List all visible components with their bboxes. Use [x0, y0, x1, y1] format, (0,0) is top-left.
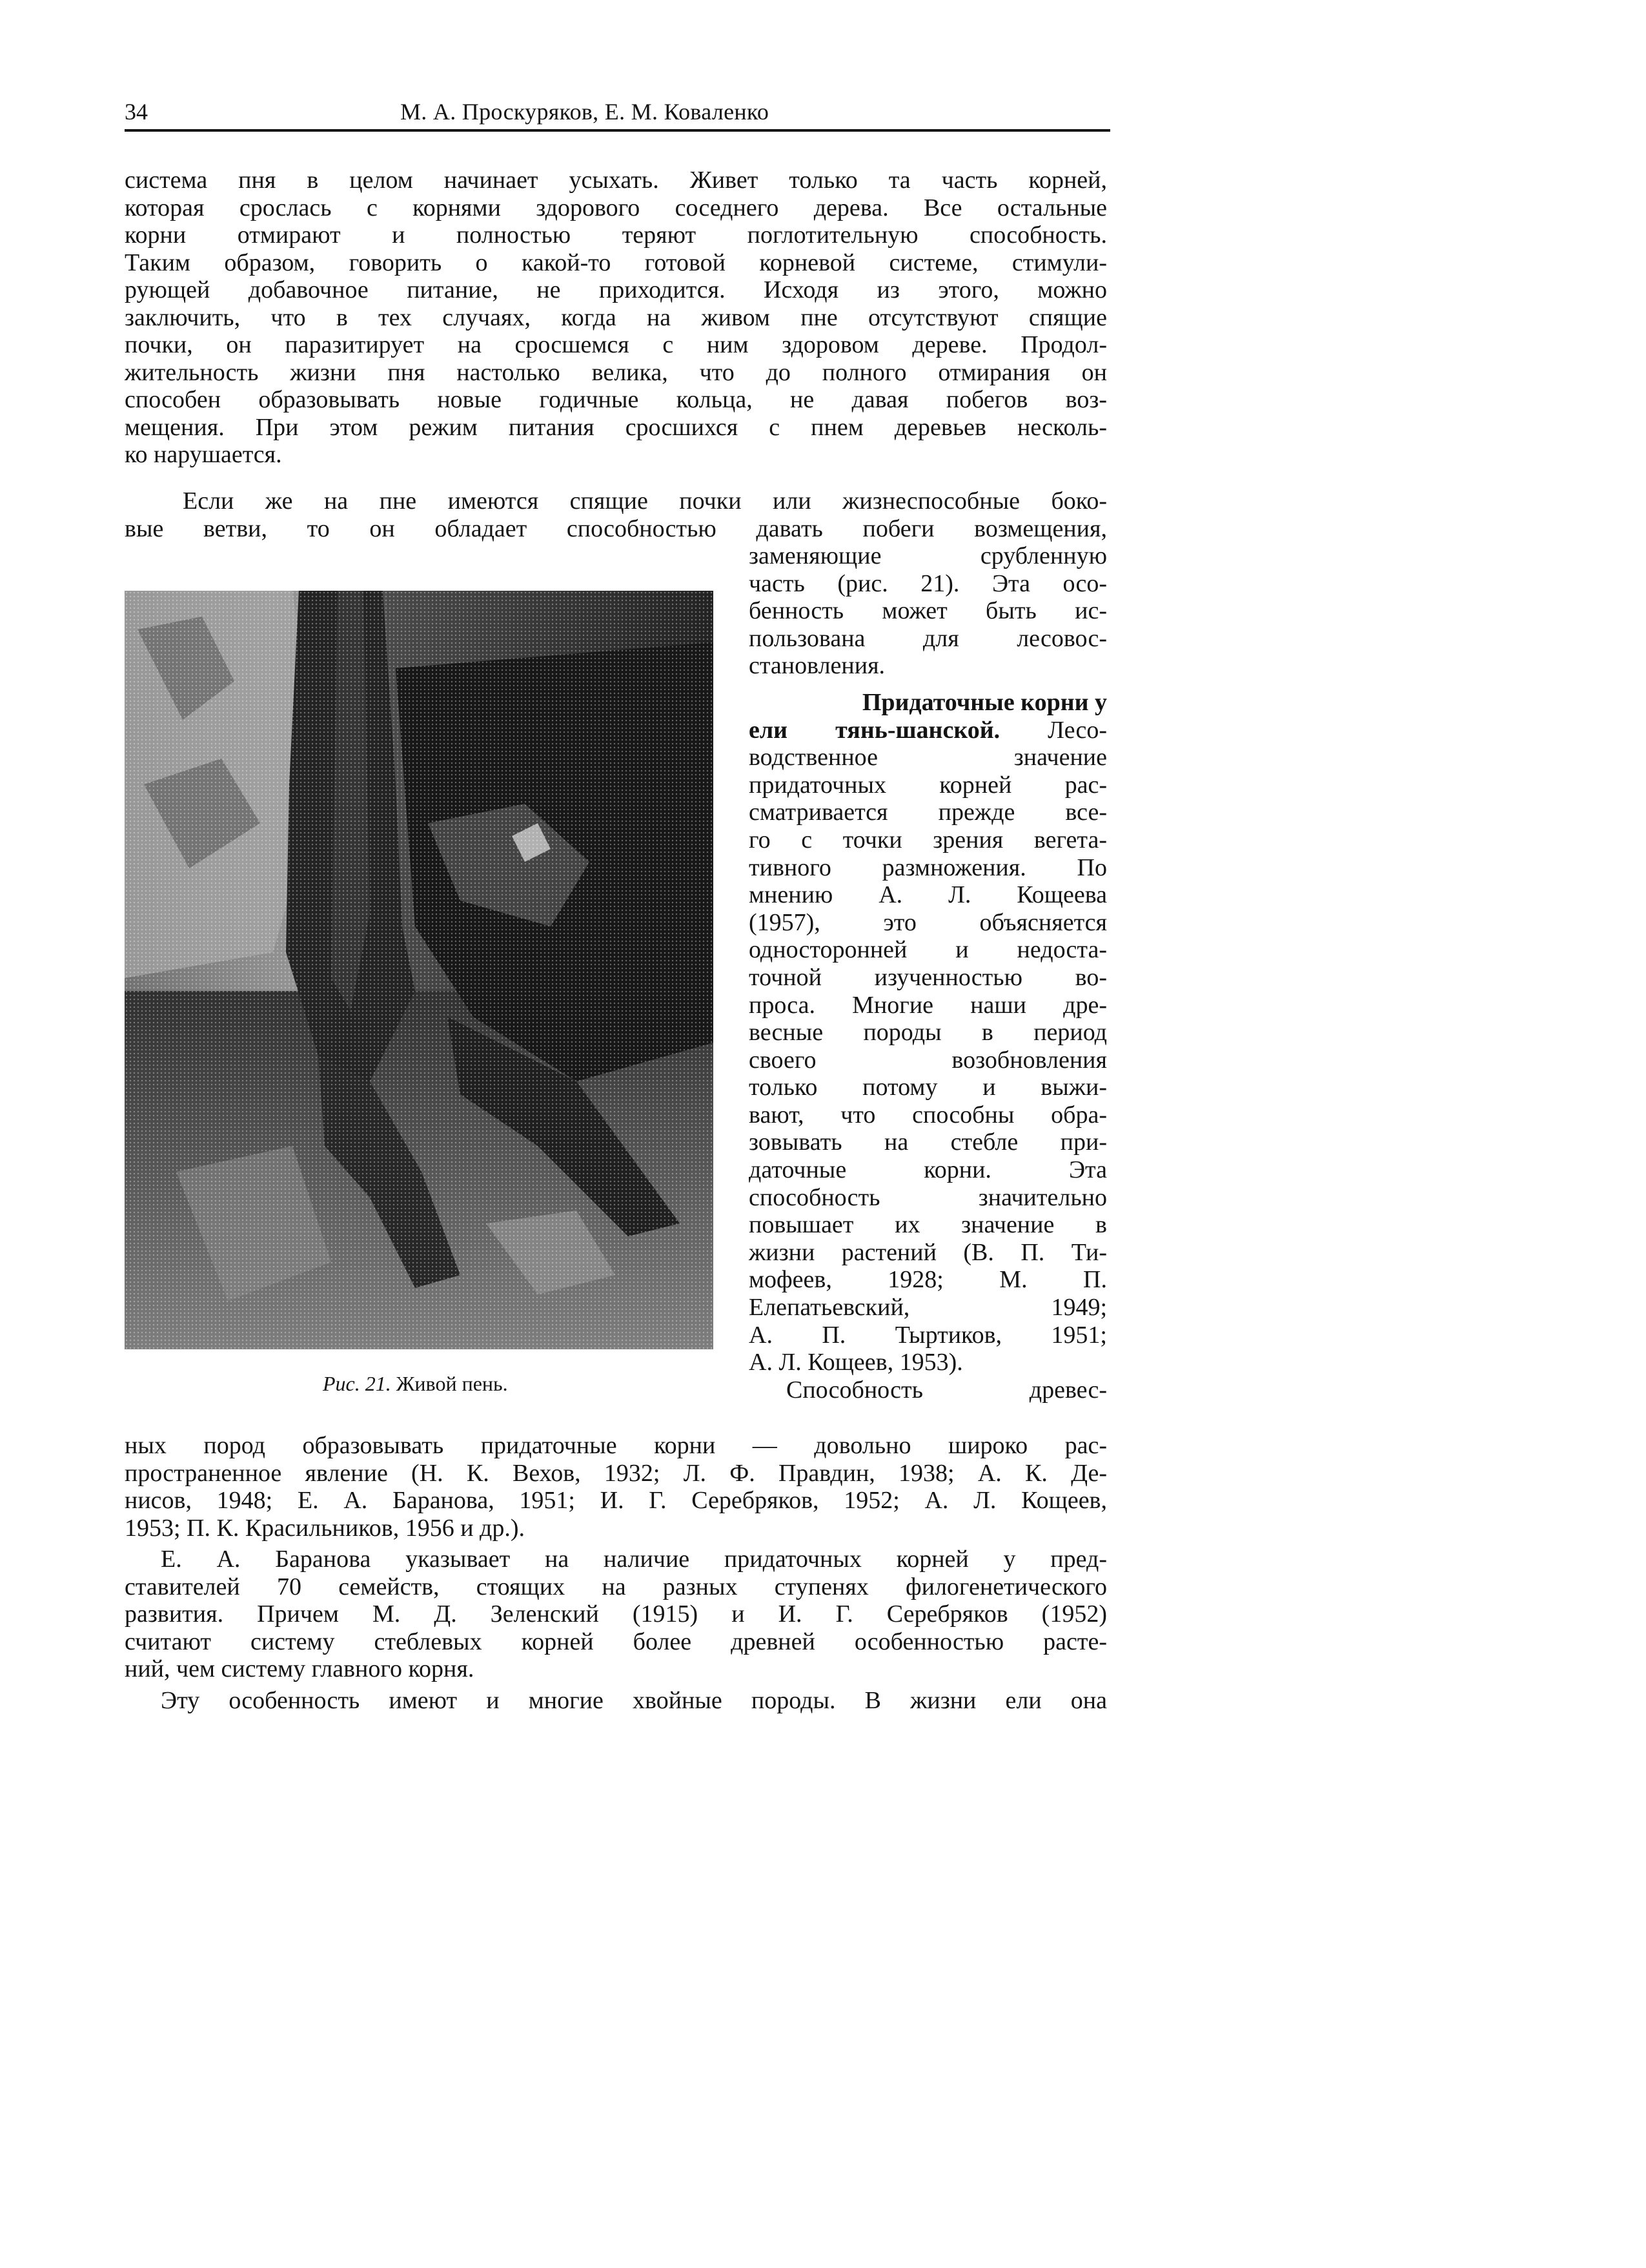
text-line: своего возобновления [749, 1046, 1107, 1074]
right-column [749, 542, 1107, 1404]
section-heading-line2 [749, 717, 1107, 744]
text-line: мофеев, 1928; М. П. [749, 1266, 1107, 1294]
text-line: почки, он паразитирует на сросшемся с ним здоровом дереве. Продол- [125, 331, 1107, 358]
text-line: рующей добавочное питание, не приходится. Исходя из этого, можно [125, 276, 1107, 303]
text-line: только потому и выжи- [749, 1074, 1107, 1101]
text-line: водственное значение [749, 744, 1107, 771]
text-line: 1953; П. К. Красильников, 1956 и др.). [125, 1514, 525, 1542]
text-line: мещения. При этом режим питания сросшихся с пнем деревьев несколь- [125, 413, 1107, 441]
text-line: даточные корни. Эта [749, 1156, 1107, 1184]
text-line: Таким образом, говорить о какой-то готовой корневой системе, стимули- [125, 249, 1107, 276]
text-line: вые ветви, то он обладает способностью давать побеги возмещения, [125, 515, 1107, 542]
header-rule-right [975, 129, 1110, 132]
text-line: Е. А. Баранова указывает на наличие придаточных корней у пред- [161, 1546, 1107, 1573]
text-line: точной изученностью во- [749, 963, 1107, 991]
page-number: 34 [125, 99, 148, 125]
text-line: часть (рис. 21). Эта осо- [749, 569, 1107, 597]
text-line: Елепатьевский, 1949; [749, 1294, 1107, 1322]
text-line: ставителей 70 семейств, стоящих на разных ступенях филогенетического [125, 1573, 1107, 1600]
text-fragment: Лесо- [1000, 716, 1107, 744]
paragraph-bottom-1 [125, 1432, 1107, 1542]
figure-photo-living-stump [125, 591, 713, 1349]
text-line: зовывать на стебле при- [749, 1129, 1107, 1156]
text-line: способность значительно [749, 1183, 1107, 1211]
text-line: пространенное явление (Н. К. Вехов, 1932; Л. Ф. Правдин, 1938; А. К. Де- [125, 1459, 1107, 1487]
paragraph-top [125, 167, 1107, 469]
text-line: система пня в целом начинает усыхать. Живет только та часть корней, [125, 167, 1107, 194]
text-line: Если же на пне имеются спящие почки или жизнеспособные боко- [183, 487, 1107, 515]
text-line: заключить, что в тех случаях, когда на живом пне отсутствуют спящие [125, 303, 1107, 331]
paragraph-bottom-2 [125, 1546, 1107, 1683]
text-line: которая срослась с корнями здорового соседнего дерева. Все остальные [125, 194, 1107, 221]
text-line: мнению А. Л. Кощеева [749, 881, 1107, 909]
text-line: го с точки зрения вегета- [749, 826, 1107, 853]
text-line: Эту особенность имеют и многие хвойные породы. В жизни ели она [161, 1687, 1107, 1714]
text-line: А. Л. Кощеев, 1953). [749, 1349, 963, 1376]
text-line: ко нарушается. [125, 441, 282, 468]
text-line: ных пород образовывать придаточные корни — довольно широко рас- [125, 1432, 1107, 1459]
figure-caption [323, 1372, 508, 1396]
text-line: весные породы в период [749, 1019, 1107, 1047]
text-line: ний, чем систему главного корня. [125, 1655, 474, 1682]
text-line: односторонней и недоста- [749, 936, 1107, 964]
text-line: сматривается прежде все- [749, 799, 1107, 826]
figure-caption-text: Живой пень. [391, 1372, 508, 1395]
text-line: Способность древес- [786, 1376, 1107, 1404]
text-line: корни отмирают и полностью теряют поглотительную способность. [125, 221, 1107, 249]
text-line: А. П. Тыртиков, 1951; [749, 1321, 1107, 1349]
running-header-authors: М. А. Проскуряков, Е. М. Коваленко [400, 99, 769, 125]
text-line: нисов, 1948; Е. А. Баранова, 1951; И. Г. Серебряков, 1952; А. Л. Кощеев, [125, 1487, 1107, 1514]
text-line: жительность жизни пня настолько велика, что до полного отмирания он [125, 358, 1107, 386]
text-line: считают систему стеблевых корней более древней особенностью расте- [125, 1628, 1107, 1655]
paragraph-bottom-3 [125, 1687, 1107, 1715]
text-line: бенность может быть ис- [749, 597, 1107, 625]
text-line: способен образовывать новые годичные кольца, не давая побегов воз- [125, 386, 1107, 413]
text-line: (1957), это объясняется [749, 908, 1107, 936]
header-rule [125, 129, 977, 132]
text-line: проса. Многие наши дре- [749, 991, 1107, 1019]
text-line: придаточных корней рас- [749, 771, 1107, 799]
paragraph-second [125, 487, 1107, 542]
text-line: тивного размножения. По [749, 853, 1107, 881]
text-line: жизни растений (В. П. Ти- [749, 1238, 1107, 1266]
text-line: повышает их значение в [749, 1211, 1107, 1239]
text-line: пользована для лесовос- [749, 624, 1107, 652]
section-heading: Придаточные корни у [862, 688, 1107, 716]
text-line: развития. Причем М. Д. Зеленский (1915) и И. Г. Серебряков (1952) [125, 1600, 1107, 1628]
text-line: вают, что способны обра- [749, 1101, 1107, 1129]
stump-photo-image [125, 591, 713, 1349]
text-line: становления. [749, 652, 886, 680]
figure-caption-label: Рис. 21. [323, 1372, 391, 1395]
text-line: заменяющие срубленную [749, 542, 1107, 569]
section-heading-bold: ели тянь-шанской. [749, 716, 1001, 744]
